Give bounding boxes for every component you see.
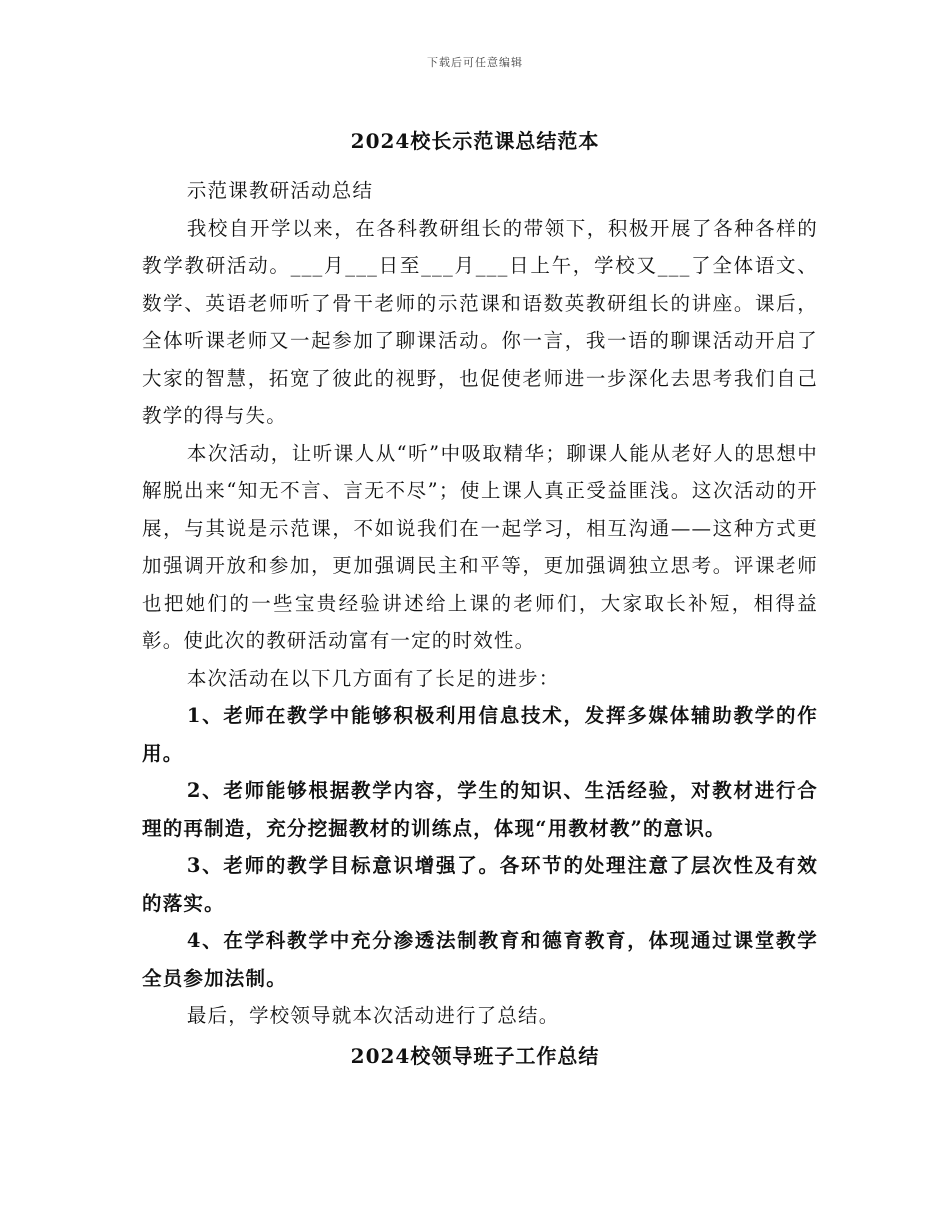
progress-item-2: 2、老师能够根据教学内容，学生的知识、生活经验，对教材进行合理的再制造，充分挖掘教材的训练点，体现“用教材教”的意识。 — [142, 779, 818, 840]
progress-item-4: 4、在学科教学中充分渗透法制教育和德育教育，体现通过课堂教学全员参加法制。 — [142, 929, 818, 990]
header-note: 下载后可任意编辑 — [427, 56, 523, 69]
paragraph-progress-intro: 本次活动在以下几方面有了长足的进步： — [186, 666, 560, 690]
document-title: 2024校长示范课总结范本 — [350, 129, 600, 153]
progress-item-3: 3、老师的教学目标意识增强了。各环节的处理注意了层次性及有效的落实。 — [142, 854, 818, 915]
section-heading: 示范课教研活动总结 — [186, 179, 374, 202]
paragraph-closing: 最后，学校领导就本次活动进行了总结。 — [186, 1004, 560, 1027]
document-body — [142, 172, 818, 1035]
paragraph-activity: 本次活动，让听课人从“听”中吸取精华；聊课人能从老好人的思想中解脱出来“知无不言、言无不尽”；使上课人真正受益匪浅。这次活动的开展，与其说是示范课，不如说我们在一起学习，相互沟通——这种方式更加强调开放和参加，更加强调民主和平等，更加强调独立思考。评课老师也把她们的一些宝贵经验讲述给上课的老师们，大家取长补短，相得益彰。使此次的教研活动富有一定的时效性。 — [142, 441, 818, 652]
second-document-title: 2024校领导班子工作总结 — [350, 1044, 600, 1068]
paragraph-intro: 我校自开学以来，在各科教研组长的带领下，积极开展了各种各样的教学教研活动。___月___日至___月___日上午，学校又___了全体语文、数学、英语老师听了骨干老师的示范课和语数英教研组长的讲座。课后，全体听课老师又一起参加了聊课活动。你一言，我一语的聊课活动开启了大家的智慧，拓宽了彼此的视野，也促使老师进一步深化去思考我们自己教学的得与失。 — [142, 216, 818, 427]
progress-item-1: 1、老师在教学中能够积极利用信息技术，发挥多媒体辅助教学的作用。 — [142, 704, 818, 765]
